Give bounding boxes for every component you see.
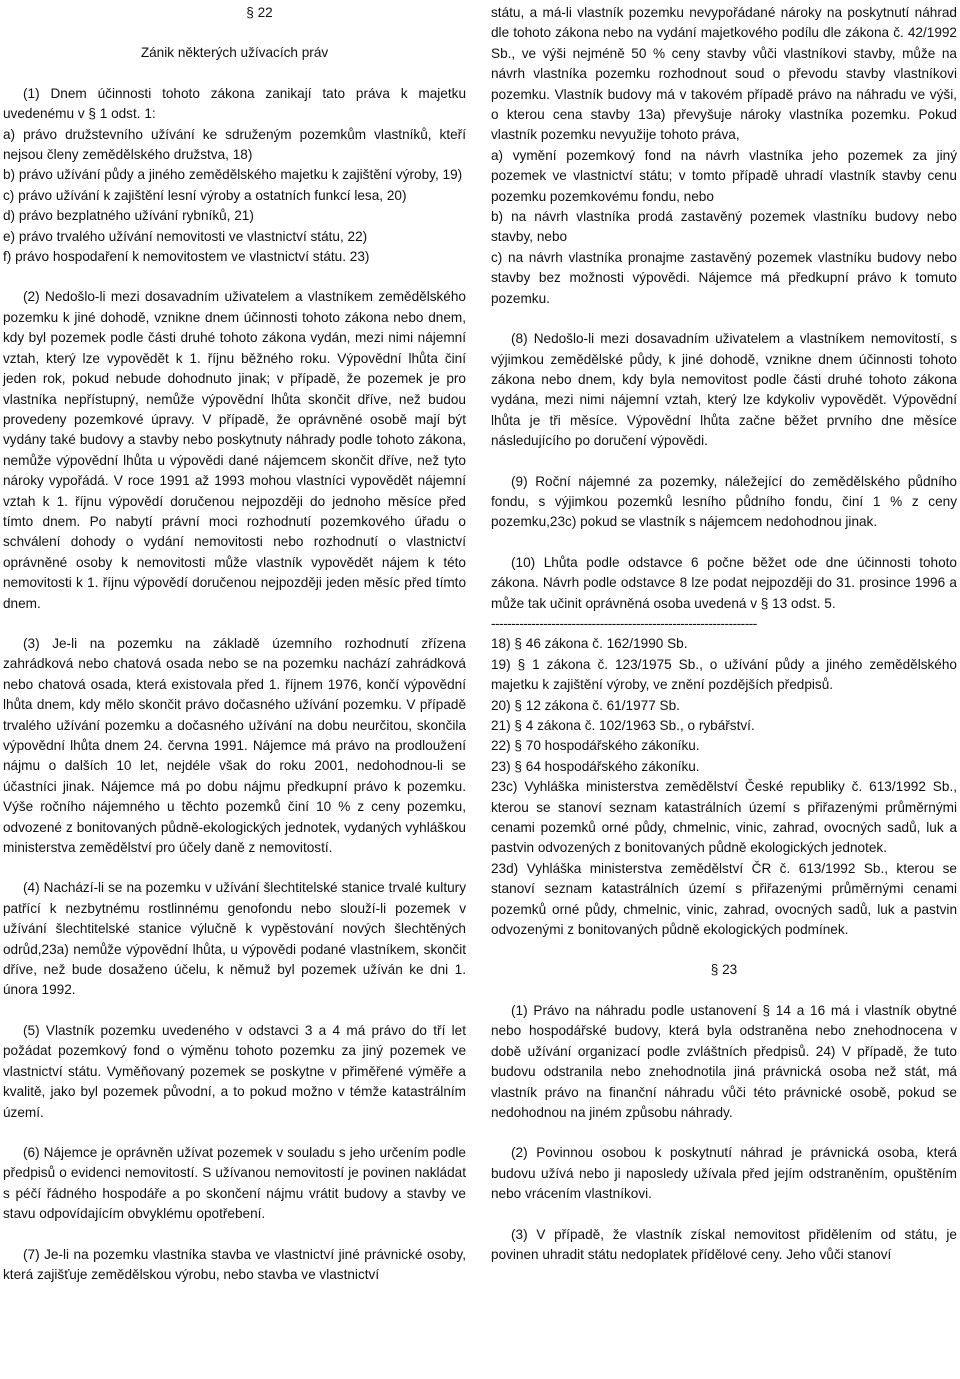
list-item: b) právo užívání půdy a jiného zemědělského majetku k zajištění výroby, 19) — [3, 167, 463, 183]
section-number-22: § 22 — [246, 5, 273, 20]
list-item: e) právo trvalého užívání nemovitosti ve vlastnictví státu, 22) — [3, 228, 368, 244]
list-item: b) na návrh vlastníka prodá zastavěný pozemek vlastníku budovy nebo stavby, nebo — [491, 209, 957, 245]
list-item: f) právo hospodaření k nemovitostem ve vlastnictví státu. 23) — [3, 249, 370, 265]
list-item: a) právo družstevního užívání ke sdruženým pozemkům vlastníků, kteří nejsou členy zemědělského družstva, 18) — [3, 126, 466, 163]
paragraph-7-continued: státu, a má-li vlastník pozemku nevypořádané nároky na poskytnutí náhrad dle tohoto zákona nebo na vydání majetkového podílu dle zákona č. 42/1992 Sb., ve výši nejméně 50 % ceny stavby vůči vlastníkovi stavby, může na návrh vlastníka pozemku rozhodnout soud o převodu stavby vlastníkovi pozemku. Vlastník budovy má v takovém případě právo na náhradu ve výši, o kterou cena stavby 13a) převyšuje nároky vlastníka pozemku. Pokud vlastník pozemku nevyužije tohoto práva, — [491, 5, 957, 143]
list-item: a) vymění pozemkový fond na návrh vlastníka jeho pozemek za jiný pozemek ve vlastnictví státu; v tomto případě uhradí vlastník stavby cenu pozemku pozemkovému fondu, nebo — [491, 147, 957, 204]
section-number-23: § 23 — [710, 962, 738, 978]
paragraph-3: (3) Je-li na pozemku na základě územního rozhodnutí zřízena zahrádková nebo chatová osada nebo se na pozemku nachází zahrádková nebo chatová osada, která existovala před 1. říjnem 1976, končí výpovědní lhůta dnem, kdy mělo skončit právo dočasného užívání pozemku. V případě trvalého užívání pozemku a dočasného užívání na dobu neurčitou, skončila výpovědní lhůta dnem 24. června 1991. Nájemce má právo na prodloužení nájmu o dalších 10 let, nejdéle však do roku 2001, nedohodnou-li se účastníci jinak. Nájemce má po dobu nájmu předkupní právo k pozemku. Výše ročního nájemného u těchto pozemků činí 10 % z ceny pozemku, odvozené z bonitovaných půdně-ekologických jednotek, vydaných vyhláškou ministerstva zemědělství pro účely daně z nemovitostí. — [3, 635, 466, 856]
paragraph-2: (2) Nedošlo-li mezi dosavadním uživatelem a vlastníkem zemědělského pozemku k jiné dohodě, vznikne dnem účinnosti tohoto zákona nebo dnem, kdy byl pozemek podle části druhé tohoto zákona vydán, mezi nimi nájemní vztah, který lze vypovědět k 1. říjnu běžného roku. Výpovědní lhůta činí jeden rok, pokud nebude dohodnuto jinak; v případě, že pozemek je pro vlastníka nepřístupný, nemůže výpovědní lhůta skončit dříve, než budou provedeny pozemkové úpravy. V případě, že oprávněné osobě mají být vydány také budovy a stavby nebo poskytnuty náhrady podle tohoto zákona, nemůže výpovědní lhůta u výpovědi dané nájemcem skončit dříve, než tyto nároky vypořádá. V roce 1991 až 1993 mohou vlastníci vypovědět nájemní vztah k 1. říjnu výpovědí doručenou nejpozději do jednoho měsíce před tímto dnem. Po nabytí právní moci rozhodnutí pozemkového úřadu o schválení dohody o vydání nemovitosti nebo rozhodnutí o vlastnictví oprávněné osoby k nemovitosti může vlastník vypovědět nájem k této nemovitosti k 1. říjnu výpovědí doručenou nejpozději jeden měsíc před tímto dnem. — [3, 289, 466, 611]
list-item: c) právo užívání k zajištění lesní výroby a ostatních funkcí lesa, 20) — [3, 187, 407, 203]
section-title: Zánik některých užívacích práv — [140, 45, 329, 61]
footnote: 21) § 4 zákona č. 102/1963 Sb., o rybářství. — [491, 718, 755, 733]
footnote: 20) § 12 zákona č. 61/1977 Sb. — [491, 697, 680, 713]
right-column — [491, 3, 957, 1265]
paragraph-4: (4) Nachází-li se na pozemku v užívání šlechtitelské stanice trvalé kultury patřící k nezbytnému rostlinnému genofondu nebo slouží-li pozemek v užívání šlechtitelské stanice výlučně k vypěstování nových šlechtěných odrůd,23a) nemůže výpovědní lhůta, u výpovědi podané vlastníkem, skončit dříve, než bude dosaženo účelu, k němuž byl pozemek užíván ke dni 1. února 1992. — [3, 880, 466, 998]
paragraph-10: (10) Lhůta podle odstavce 6 počne běžet ode dne účinnosti tohoto zákona. Návrh podle odstavce 8 lze podat nejpozději do 31. prosince 1996 a může tak učinit oprávněná osoba uvedená v § 13 odst. 5. — [491, 554, 957, 611]
footnote: 19) § 1 zákona č. 123/1975 Sb., o užívání půdy a jiného zemědělského majetku k zajištění výroby, ve znění pozdějších předpisů. — [491, 656, 957, 693]
footnote: 23c) Vyhláška ministerstva zemědělství České republiky č. 613/1992 Sb., kterou se stanoví seznam katastrálních území s přiřazenými průměrnými cenami pozemků orné půdy, chmelnic, vinic, zahrad, ovocných sadů, luk a pastvin odvozených z bonitovaných půdně ekologických jednotek. — [491, 779, 957, 856]
list-item: c) na návrh vlastníka pronajme zastavěný pozemek vlastníku budovy nebo stavby bez možnosti výpovědi. Nájemce má předkupní právo k tomuto pozemku. — [491, 249, 957, 306]
footnote: 18) § 46 zákona č. 162/1990 Sb. — [491, 636, 688, 652]
paragraph-9: (9) Roční nájemné za pozemky, náležející do zemědělského půdního fondu, s výjimkou pozemků lesního půdního fondu, činí 1 % z ceny pozemku,23c) pokud se vlastník s nájemcem nedohodnou jinak. — [491, 473, 957, 530]
footnote: 23d) Vyhláška ministerstva zemědělství ČR č. 613/1992 Sb., kterou se stanoví seznam katastrálních území s přiřazenými průměrnými cenami pozemků orné půdy, chmelnic, vinic, zahrad, ovocných sadů, luk a pastvin odvozenými z bonitovaných půdně ekologických podmínek. — [491, 860, 957, 938]
section-23-paragraph-1: (1) Právo na náhradu podle ustanovení § 14 a 16 má i vlastník obytné nebo hospodářské budovy, která byla odstraněna nebo znehodnocena v době užívání organizací podle zvláštních předpisů. 24) V případě, že tuto budovu odstranila nebo znehodnotila jiná právnická osoba než stát, má vlastník právo na finanční náhradu vůči této právnické osobě, pokud se nedohodnou na jiném způsobu náhrady. — [491, 1002, 957, 1120]
paragraph-1: (1) Dnem účinnosti tohoto zákona zanikají tato práva k majetku uvedenému v § 1 odst. 1: — [3, 85, 466, 122]
footnote: 23) § 64 hospodářského zákoníku. — [491, 758, 700, 774]
paragraph-6: (6) Nájemce je oprávněn užívat pozemek v souladu s jeho určením podle předpisů o evidenci nemovitostí. S užívanou nemovitostí je povinen nakládat s péčí řádného hospodáře a po skončení nájmu vrátit budovy a stavby ve stavu odpovídajícím obvyklému opotřebení. — [3, 1144, 466, 1222]
paragraph-7: (7) Je-li na pozemku vlastníka stavba ve vlastnictví jiné právnické osoby, která zajišťuje zemědělskou výrobu, nebo stavba ve vlastnictví — [3, 1246, 466, 1282]
footnote: 22) § 70 hospodářského zákoníku. — [491, 738, 700, 754]
paragraph-5: (5) Vlastník pozemku uvedeného v odstavci 3 a 4 má právo do tří let požádat pozemkový fond o výměnu tohoto pozemku za jiný pozemek ve vlastnictví státu. Vyměňovaný pozemek se poskytne v přiměřené výměře a kvalitě, jako byl pozemek původní, a to pokud možno v témže katastrálním území. — [3, 1022, 466, 1120]
footnote-divider: ------------------------------------------------------------------ — [491, 615, 757, 631]
list-item: d) právo bezplatného užívání rybníků, 21) — [3, 208, 254, 224]
section-23-paragraph-2: (2) Povinnou osobou k poskytnutí náhrad je právnická osoba, která budovu užívá nebo ji naposledy užívala před jejím odstraněním, opuštěním nebo vrácením vlastníkovi. — [491, 1145, 957, 1202]
paragraph-8: (8) Nedošlo-li mezi dosavadním uživatelem a vlastníkem nemovitostí, s výjimkou zemědělské půdy, k jiné dohodě, vznikne dnem účinnosti tohoto zákona nebo dnem, kdy byla nemovitost podle části druhé tohoto zákona vydána, mezi nimi nájemní vztah, který lze kdykoliv vypovědět. Výpovědní lhůta je tři měsíce. Výpovědní lhůta začne běžet prvního dne měsíce následujícího po doručení výpovědi. — [491, 331, 957, 449]
left-column — [3, 3, 466, 1285]
section-23-paragraph-3: (3) V případě, že vlastník získal nemovitost přidělením od státu, je povinen uhradit státu nedoplatek přídělové ceny. Jeho vůči stanoví — [491, 1226, 957, 1262]
